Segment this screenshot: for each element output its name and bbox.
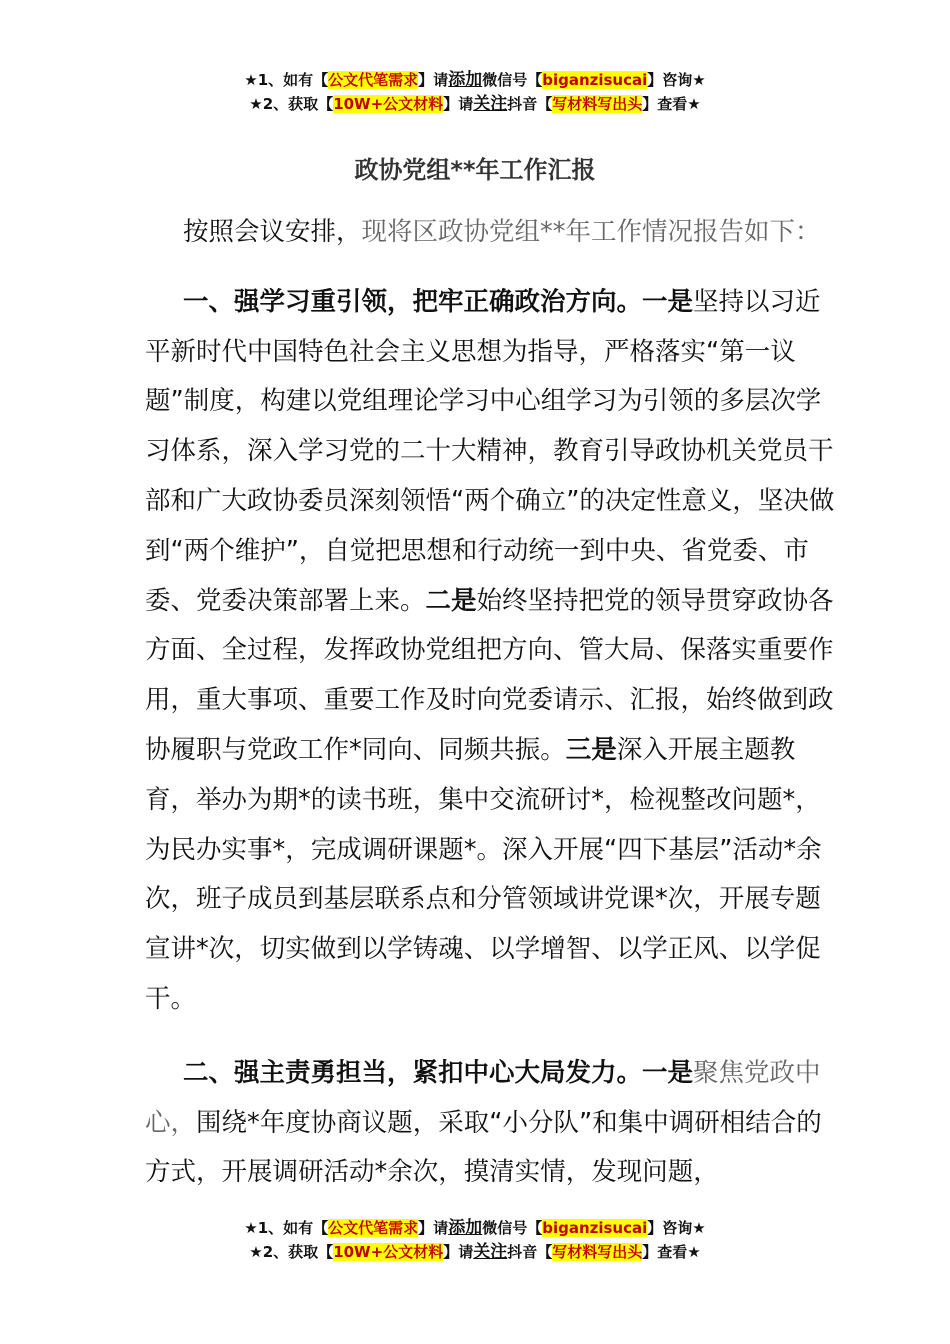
footer-line-2: ★2、获取【10W+公文材料】请关注抖音【写材料写出头】查看★	[249, 1242, 701, 1262]
highlight-wechat-id: biganzisucai	[542, 71, 648, 89]
banner-line-1: ★1、如有【公文代笔需求】请添加微信号【biganzisucai】咨询★	[244, 70, 706, 90]
section-2-paragraph: 二、强主责勇担当，紧扣中心大局发力。一是聚焦党政中心，围绕*年度协商议题，采取“小分队”和集中调研相结合的方式，开展调研活动*余次，摸清实情，发现问题，	[145, 1057, 822, 1188]
section-1-paragraph: 一、强学习重引领，把牢正确政治方向。一是坚持以习近平新时代中国特色社会主义思想为指导，严格落实“第一议题”制度，构建以党组理论学习中心组学习为引领的多层次学习体系，深入学习党的二十大精神，教育引导政协机关党员干部和广大政协委员深刻领悟“两个确立”的决定性意义，坚决做到“两个维护”，自觉把思想和行动统一到中央、省党委、市委、党委决策部署上来。二是始终坚持把党的领导贯穿政协各方面、全过程，发挥政协党组把方向、管大局、保落实重要作用，重大事项、重要工作及时向党委请示、汇报，始终做到政协履职与党政工作*同向、同频共振。三是深入开展主题教育，举办为期*的读书班，集中交流研讨*，检视整改问题*，为民办实事*，完成调研课题*。深入开展“四下基层”活动*余次，班子成员到基层联系点和分管领域讲党课*次，开展专题宣讲*次，切实做到以学铸魂、以学增智、以学正风、以学促干。	[145, 286, 835, 1014]
section-2-heading: 二、强主责勇担当，紧扣中心大局发力。	[183, 1057, 643, 1088]
highlight-douyin: 写材料写出头	[552, 95, 643, 113]
section-1-heading: 一、强学习重引领，把牢正确政治方向。	[183, 286, 643, 317]
header-banner	[0, 68, 950, 116]
banner-line-2: ★2、获取【10W+公文材料】请关注抖音【写材料写出头】查看★	[249, 94, 701, 114]
footer-banner	[0, 1216, 950, 1264]
footer-line-1: ★1、如有【公文代笔需求】请添加微信号【biganzisucai】咨询★	[244, 1218, 706, 1238]
highlight-materials: 10W+公文材料	[333, 95, 444, 113]
document-title: 政协党组**年工作汇报	[354, 156, 596, 184]
intro-paragraph: 按照会议安排，现将区政协党组**年工作情况报告如下：	[183, 217, 821, 247]
document-body	[145, 208, 835, 1198]
highlight-service: 公文代笔需求	[328, 71, 419, 89]
